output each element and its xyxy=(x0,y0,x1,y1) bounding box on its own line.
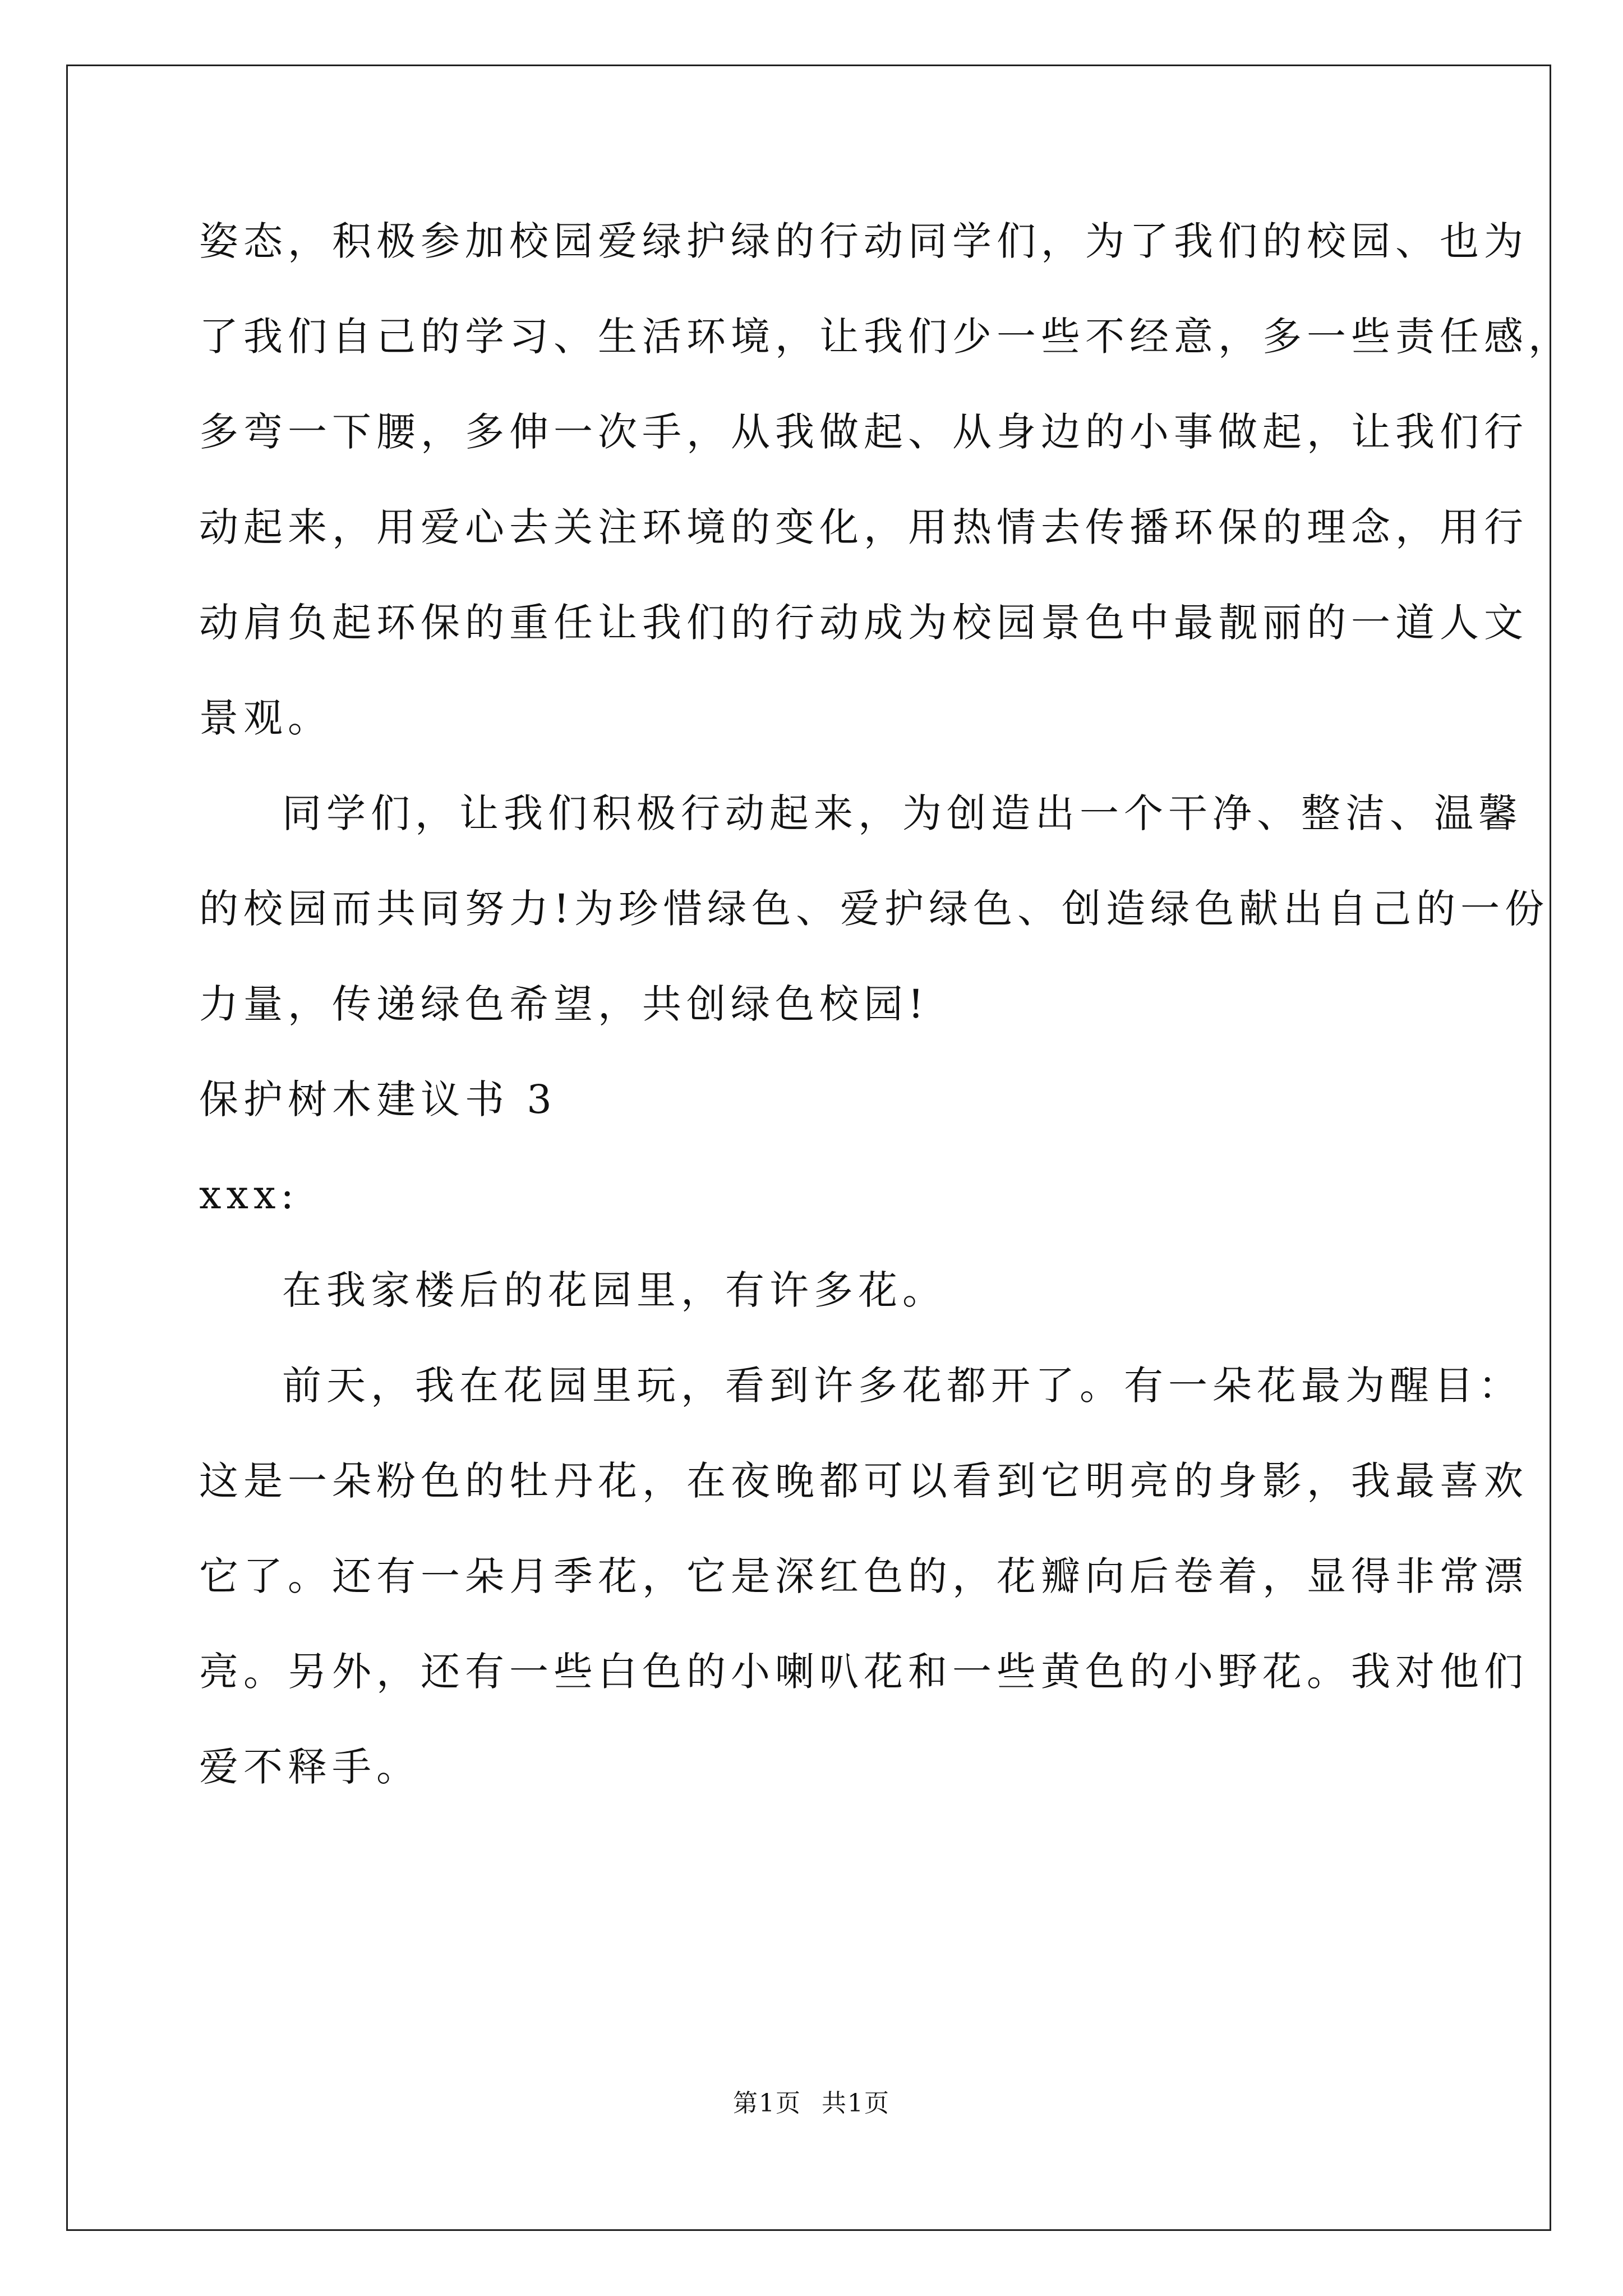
text-line: 姿态，积极参加校园爱绿护绿的行动同学们，为了我们的校园、也为 xyxy=(199,218,1528,264)
text-line: 这是一朵粉色的牡丹花，在夜晚都可以看到它明亮的身影，我最喜欢 xyxy=(199,1458,1528,1504)
page-footer xyxy=(0,2087,1623,2120)
section-heading: 保护树木建议书 3 xyxy=(199,1076,557,1122)
page-total: 共1页 xyxy=(822,2089,890,2118)
text-line: 景观。 xyxy=(199,695,332,741)
text-line: 同学们，让我们积极行动起来，为创造出一个干净、整洁、温馨 xyxy=(282,790,1523,836)
page-number: 第1页 xyxy=(733,2089,801,2118)
text-line: 动起来，用爱心去关注环境的变化，用热情去传播环保的理念，用行 xyxy=(199,504,1528,550)
text-line: 在我家楼后的花园里，有许多花。 xyxy=(282,1267,947,1313)
text-line: 的校园而共同努力!为珍惜绿色、爱护绿色、创造绿色献出自己的一份 xyxy=(199,886,1550,932)
text-line: 力量，传递绿色希望，共创绿色校园! xyxy=(199,981,929,1027)
text-line: 了我们自己的学习、生活环境，让我们少一些不经意，多一些责任感， xyxy=(199,314,1573,360)
text-line: 多弯一下腰，多伸一次手，从我做起、从身边的小事做起，让我们行 xyxy=(199,409,1528,455)
text-line: 动肩负起环保的重任让我们的行动成为校园景色中最靓丽的一道人文 xyxy=(199,600,1528,646)
salutation: xxx: xyxy=(199,1172,299,1218)
page-border xyxy=(66,65,1551,2231)
text-line: 亮。另外，还有一些白色的小喇叭花和一些黄色的小野花。我对他们 xyxy=(199,1649,1528,1695)
text-line: 它了。还有一朵月季花，它是深红色的，花瓣向后卷着，显得非常漂 xyxy=(199,1553,1528,1599)
text-line: 前天，我在花园里玩，看到许多花都开了。有一朵花最为醒目： xyxy=(282,1363,1523,1409)
text-line: 爱不释手。 xyxy=(199,1744,421,1790)
